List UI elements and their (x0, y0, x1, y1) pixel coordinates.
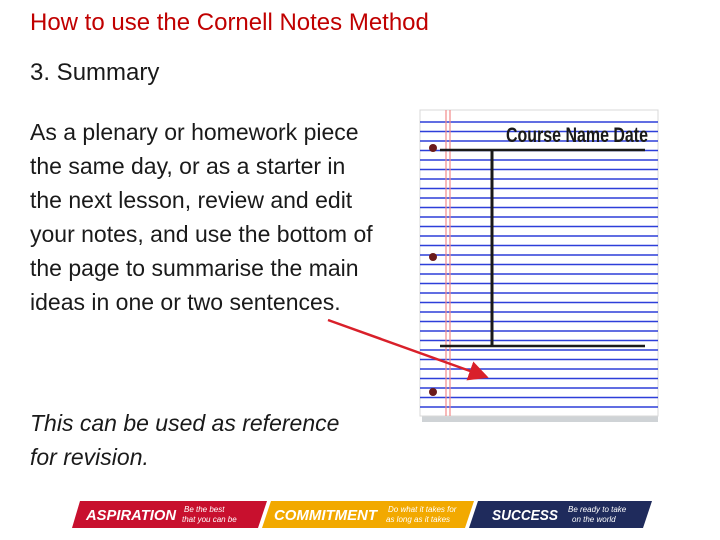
success-tagline: Be ready to take (568, 505, 627, 514)
aspiration-label: ASPIRATION (85, 507, 178, 524)
paper-heading: Course Name Date (506, 124, 648, 147)
success-tagline: on the world (572, 515, 616, 524)
commitment-tagline: Do what it takes for (388, 505, 457, 514)
punch-hole (429, 144, 437, 152)
commitment-label: COMMITMENT (274, 507, 379, 524)
punch-hole (429, 253, 437, 261)
aspiration-tagline: that you can be (182, 515, 237, 524)
body-text: As a plenary or homework piece the same day, or as a starter in the next lesson, review and edit your notes, and use the bottom of the page to summarise the main ideas in one or two sentences. (30, 119, 373, 315)
commitment-tagline: as long as it takes (386, 515, 451, 524)
success-label: SUCCESS (492, 507, 558, 524)
values-banner (72, 501, 652, 528)
aspiration-tagline: Be the best (184, 505, 225, 514)
revision-note: This can be used as reference for revision. (30, 410, 340, 470)
arrow-pointer (320, 310, 500, 390)
slide-title: How to use the Cornell Notes Method (30, 9, 429, 36)
section-heading: 3. Summary (30, 59, 160, 86)
